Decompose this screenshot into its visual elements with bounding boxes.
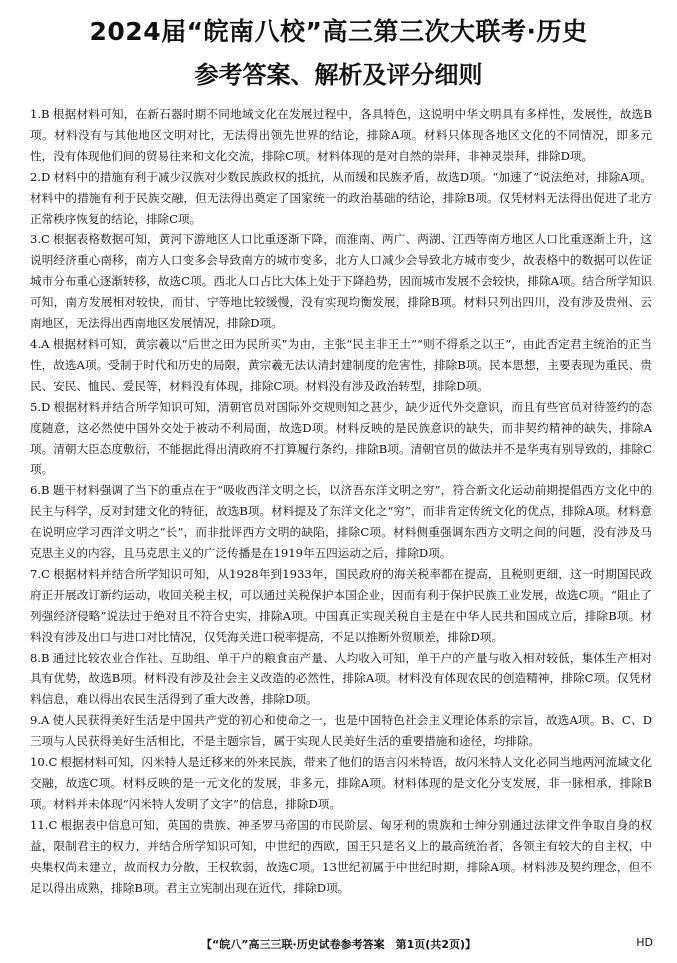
answer-explanation: 根据材料可知，在新石器时期不同地域文化在发展过程中，各具特色，这说明中华文明具有多样性，发展性，故选B项。材料没有与其他地区文明对比，无法得出领先世界的结论，排除A项。材料只体现各地区文化的不同情况，即多元性，没有体现他们间的贸易往来和文化交流，排除C项。材料体现的是对自然的崇拜，非神灵崇拜，排除D项。: [30, 107, 652, 163]
answer-explanation: 根据材料可知，闪米特人是迁移来的外来民族，带来了他们的语言闪米特语，故闪米特人文化必同当地两河流域文化交融，故选C项。材料反映的是一元文化的发展，非多元，排除A项。材料体现的是文化分支发展，非一脉相承，排除B项。材料并未体现“闪米特人发明了文字”的信息，排除D项。: [30, 755, 652, 811]
answer-item-9: [30, 710, 652, 752]
answer-number: 10.C: [30, 755, 58, 770]
answer-number: 7.C: [30, 566, 50, 581]
answer-number: 9.A: [30, 713, 50, 728]
answer-list: [30, 104, 652, 898]
answer-item-6: [30, 480, 652, 564]
answer-item-4: [30, 334, 652, 397]
answer-number: 8.B: [30, 650, 50, 665]
answer-item-10: [30, 752, 652, 815]
answer-explanation: 根据材料并结合所学知识可知，从1928年到1933年，国民政府的海关税率都在提高，且税则更细，这一时期国民政府正开展改订新约运动，收回关税主权，可以通过关税保护本国企业，因而有利于保护民族工业发展，故选C项。“阻止了列强经济侵略”说法过于绝对且不符合史实，排除A项。中国真正实现关税自主是在中华人民共和国成立后，排除B项。材料没有涉及出口与进口对比情况，仅凭海关进口税率提高，不足以推断外贸顺差，排除D项。: [30, 566, 652, 644]
answer-explanation: 使人民获得美好生活是中国共产党的初心和使命之一，也是中国特色社会主义理论体系的宗旨，故选A项。B、C、D三项与人民获得美好生活相比，不是主题宗旨，属于实现人民美好生活的重要措施和途径，均排除。: [30, 713, 652, 749]
answer-explanation: 根据表格数据可知，黄河下游地区人口比重逐渐下降，而淮南、两广、两湖、江西等南方地区人口比重逐渐上升，这说明经济重心南移，南方人口变多会导致南方的城市变多，北方人口减少会导致北方城市变少，故表格中的数据可以佐证城市分布重心逐渐转移，故选C项。西北人口占比大体上处于下降趋势，因而城市发展不会较快，排除A项。结合所学知识可知，南方发展相对较快，而甘、宁等地比较缓慢，没有实现均衡发展，排除B项。材料只列出四川，没有涉及贵州、云南地区，无法得出西南地区发展情况，排除D项。: [30, 232, 652, 331]
answer-item-11: [30, 815, 652, 899]
footer-code: HD: [636, 936, 653, 949]
answer-explanation: 根据表中信息可知，英国的贵族、神圣罗马帝国的市民阶层、匈牙利的贵族和士绅分别通过法律文件争取自身的权益，限制君主的权力，并结合所学知识可知，中世纪的西欧，国王只是名义上的最高统治者，各领主有较大的自主权，中央集权尚未建立，故而权力分散，王权软弱，故选C项。13世纪初属于中世纪时期，排除A项。材料涉及契约理念，但不足以得出成熟，排除B项。君主立宪制出现在近代，排除D项。: [30, 817, 652, 895]
answer-explanation: 通过比较农业合作社、互助组、单干户的粮食亩产量、人均收入可知，单干户的产量与收入相对较低，集体生产相对具有优势，故选B项。材料没有涉及社会主义改造的必然性，排除A项。材料没有体现农民的创造精神，排除C项。仅凭材料信息，难以得出农民生活得到了重大改善，排除D项。: [30, 650, 652, 707]
answer-number: 3.C: [30, 232, 50, 247]
document-subtitle: 参考答案、解析及评分细则: [194, 61, 483, 89]
answer-item-2: [30, 167, 652, 230]
answer-item-1: [30, 104, 652, 167]
document-title: 2024届“皖南八校”高三第三次大联考·历史: [89, 17, 588, 46]
answer-explanation: 根据材料可知，黄宗羲以“后世之田为民所买”为由，主张“民主非王土”“则不得系之以王”，由此否定君主统治的正当性，故选A项。受制于时代和历史的局限，黄宗羲无法认清封建制度的危害性，排除B项。民本思想，主要表现为重民、贵民、安民、恤民、爱民等，材料没有体现，排除C项。材料没有涉及政治转型，排除D项。: [30, 336, 652, 393]
answer-explanation: 题干材料强调了当下的重点在于“吸收西洋文明之长，以济吾东洋文明之穷”，符合新文化运动前期提倡西方文化中的民主与科学，反对封建文化的特征，故选B项。材料提及了东洋文化之“穷”，而非肯定传统文化的优点，排除A项。材料意在说明应学习西洋文明之“长”，而非批评西方文明的缺陷，排除C项。材料侧重强调东西方文明之间的问题，没有涉及马克思主义的内容，且马克思主义的广泛传播是在1919年五四运动之后，排除D项。: [30, 483, 652, 561]
answer-explanation: 材料中的措施有利于减少汉族对少数民族政权的抵抗，从而缓和民族矛盾，故选D项。“加速了”说法绝对，排除A项。材料中的措施有利于民族交融，但无法得出奠定了国家统一的政治基础的结论，排除B项。仅凭材料无法得出促进了北方正常秩序恢复的结论，排除C项。: [30, 169, 652, 226]
answer-number: 5.D: [30, 399, 51, 414]
answer-number: 1.B: [30, 107, 50, 121]
answer-item-7: [30, 564, 652, 648]
answer-item-8: [30, 648, 652, 711]
answer-item-5: [30, 397, 652, 481]
answer-number: 2.D: [30, 169, 51, 184]
answer-explanation: 根据材料并结合所学知识可知，清朝官员对国际外交规则知之甚少，缺少近代外交意识，而且有些官员对待签约的态度随意，这必然使中国外交处于被动不利局面，故选D项。材料反映的是民族意识的缺失，而非契约精神的缺失，排除A项。清朝大臣态度敷衍，不能据此得出清政府不打算履行条约，排除B项。清朝官员的做法并不是华夷有别导致的，排除C项。: [30, 399, 652, 477]
answer-number: 4.A: [30, 336, 50, 351]
answer-number: 6.B: [30, 483, 50, 498]
answer-number: 11.C: [30, 817, 58, 832]
page-footer: [0, 936, 677, 956]
answer-item-3: [30, 229, 652, 334]
footer-page-info: 【“皖八”高三三联·历史试卷参考答案 第1页(共2页)】: [201, 938, 476, 951]
